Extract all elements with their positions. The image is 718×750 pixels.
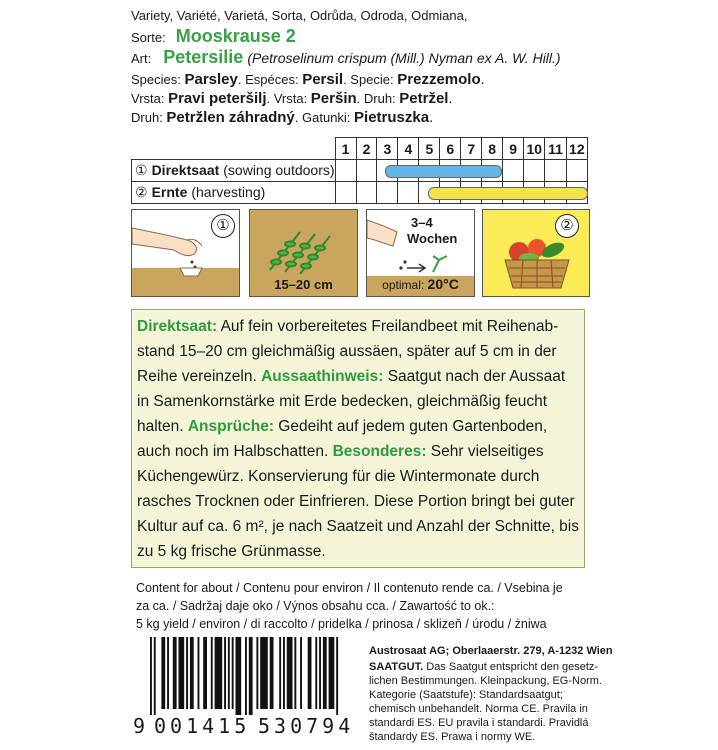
barcode-bar: [300, 637, 302, 709]
step-2-badge: ②: [555, 214, 579, 238]
month-header: 3: [377, 138, 398, 160]
art-label: Art:: [131, 51, 152, 66]
species-part: . Vrsta:: [266, 91, 311, 106]
barcode-group-2: 530794: [258, 714, 355, 738]
weeks-number: 3–4: [411, 215, 433, 230]
species-line-3: [131, 109, 433, 127]
panel-harvest: [482, 209, 590, 297]
month-header: 12: [566, 138, 587, 160]
barcode-bar: [279, 637, 281, 709]
species-part: Species:: [131, 72, 185, 87]
sorte-line: [131, 27, 296, 47]
species-part: . Specie:: [343, 72, 398, 87]
month-cell: [356, 182, 377, 204]
variety-line: Variety, Variété, Varietá, Sorta, Odrůda, Odroda, Odmiana,: [131, 8, 468, 23]
content-line-2: za ca. / Sadržaj daje oko / Výnos obsahu cca. / Zawartość to ok.:: [136, 599, 495, 613]
barcode-bar: [154, 637, 156, 715]
art-line: [131, 48, 561, 68]
barcode-bar: [270, 637, 274, 709]
month-header: 4: [398, 138, 419, 160]
saatgut-label: SAATGUT.: [369, 661, 424, 673]
instruction-heading: Ansprüche:: [187, 418, 274, 435]
barcode-bar: [186, 637, 188, 709]
barcode-bar: [236, 637, 242, 715]
content-line-1: Content for about / Contenu pour environ / Il contenuto rende ca. / Vsebina je: [136, 581, 563, 595]
barcode-image: [150, 637, 360, 717]
barcode-bar: [203, 637, 207, 709]
step-1-badge: ①: [211, 214, 235, 238]
row-note: (harvesting): [191, 184, 266, 200]
barcode-bar: [198, 637, 200, 709]
barcode-bar: [224, 637, 226, 709]
species-part: Persil: [302, 71, 344, 88]
barcode-first-digit: 9: [133, 714, 150, 738]
row-number: ①: [135, 162, 148, 178]
month-header: 9: [503, 138, 524, 160]
calendar-corner: [132, 138, 336, 160]
art-value: Petersilie: [163, 47, 244, 67]
species-part: Petržel: [399, 90, 449, 107]
barcode-bar: [190, 637, 194, 709]
species-part: Parsley: [184, 71, 238, 88]
species-part: . Druh:: [356, 91, 400, 106]
month-cell: [398, 182, 419, 204]
barcode-bar: [173, 637, 177, 709]
instruction-heading: Direktsaat:: [137, 318, 218, 335]
barcode-bar: [315, 637, 317, 709]
species-part: . Espéces:: [237, 72, 303, 87]
row-note: (sowing outdoors): [223, 162, 335, 178]
legal-line-3: Kategorie (Saatstufe): Standardsaatgut;: [369, 689, 563, 701]
temperature-value: 20°C: [427, 276, 459, 292]
month-cell: [335, 182, 356, 204]
barcode-bar: [294, 637, 296, 709]
month-cell: [356, 160, 377, 182]
optimal-temp: [367, 276, 474, 292]
barcode-bar: [249, 637, 253, 715]
month-cell: [335, 160, 356, 182]
row-title: Direktsaat: [151, 162, 220, 178]
month-cell: [503, 160, 524, 182]
barcode-bar: [245, 637, 247, 715]
calendar-header-row: [132, 138, 588, 160]
barcode-group-1: 001415: [154, 714, 251, 738]
species-part: .: [480, 72, 485, 88]
month-cell: [524, 160, 545, 182]
month-header: 2: [356, 138, 377, 160]
instruction-text: Saatgut nach der Aussaat in Samenkornstärke mit Erde bedecken, gleichmäßig feucht halten.: [137, 368, 566, 435]
barcode-bar: [215, 637, 223, 709]
barcode-bar: [179, 637, 185, 709]
species-part: Peršin: [310, 90, 357, 107]
instruction-text: Sehr vielseitiges Küchengewürz. Konservierung für die Wintermonate durch rasches Trocknen oder Einfrieren. Diese Portion bringt bei guter Kultur auf ca. 6 m², je nach Saatzeit und Anzahl der Schnitte, bis zu 5 kg frische Grünmasse.: [137, 443, 579, 560]
legal-line-5: standardi ES. EU pravila i standardi. Pravidlá: [369, 717, 589, 729]
barcode-bar: [150, 637, 152, 715]
month-cell: [566, 160, 587, 182]
panel-sowing-hand: [131, 209, 240, 297]
species-part: Pietruszka: [354, 109, 430, 126]
barcode-bar: [167, 637, 169, 709]
barcode-bar: [260, 637, 268, 709]
species-line-1: [131, 71, 485, 89]
barcode-bar: [329, 637, 335, 709]
calendar-row: [132, 160, 588, 182]
barcode-bar: [256, 637, 258, 709]
barcode-bar: [308, 637, 312, 709]
calendar-row-label: [132, 160, 336, 182]
barcode-bar: [287, 637, 293, 709]
panel-row-spacing: [249, 209, 358, 297]
art-latin: (Petroselinum crispum (Mill.) Nyman ex A. W. Hill.): [247, 50, 561, 66]
month-header: 5: [419, 138, 440, 160]
month-cell: [377, 182, 398, 204]
sorte-value: Mooskrause 2: [175, 26, 296, 46]
species-part: Pravi peteršilj: [168, 90, 267, 107]
legal-line-1: [369, 660, 598, 674]
species-part: Petržlen záhradný: [166, 109, 295, 126]
month-header: 10: [524, 138, 545, 160]
sorte-label: Sorte:: [131, 30, 166, 45]
barcode-bar: [211, 637, 213, 709]
instruction-heading: Besonderes:: [332, 443, 427, 460]
barcode-bar: [319, 637, 321, 709]
optimal-label: optimal:: [382, 278, 425, 292]
species-part: .: [429, 110, 434, 126]
period-bar: [428, 187, 588, 200]
barcode-bar: [161, 637, 165, 709]
barcode-bar: [228, 637, 230, 709]
month-cell: [545, 160, 566, 182]
weeks-word: Wochen: [407, 231, 458, 246]
instruction-heading: Aussaathinweis:: [261, 368, 384, 385]
instruction-text: Auf fein vorbereitetes Freilandbeet mit Reihenabstand 15–20 cm gleichmäßig aussäen, später auf 5 cm in der Reihe vereinzeln.: [137, 318, 559, 385]
barcode-bar: [323, 637, 327, 709]
row-title: Ernte: [151, 184, 188, 200]
company-address: Austrosaat AG; Oberlaaerstr. 279, A-1232 Wien: [369, 645, 613, 657]
instruction-text: Gedeiht auf jedem guten Gartenboden, auch noch im Halbschatten.: [137, 418, 548, 460]
month-header: 6: [440, 138, 461, 160]
legal-line-4: chemisch unbehandelt. Norma CE. Pravila in: [369, 703, 588, 715]
panel-germination: [366, 209, 475, 297]
barcode-bar: [336, 637, 338, 715]
month-header: 1: [335, 138, 356, 160]
legal-text-1: Das Saatgut entspricht den gesetz-: [426, 661, 599, 673]
cultivation-instructions: [131, 309, 585, 568]
month-header: 8: [482, 138, 503, 160]
period-bar: [385, 165, 502, 178]
row-spacing-label: 15–20 cm: [274, 277, 333, 292]
species-line-2: [131, 90, 453, 108]
content-line-3: 5 kg yield / environ / di raccolto / pridelka / prinosa / sklizeň / úrodu / żniwa: [136, 617, 547, 631]
species-part: Druh:: [131, 110, 167, 125]
species-part: . Gatunki:: [294, 110, 355, 125]
species-part: Prezzemolo: [397, 71, 481, 88]
month-header: 11: [545, 138, 566, 160]
species-part: .: [448, 91, 453, 107]
row-number: ②: [135, 184, 148, 200]
legal-line-2: lichen Bestimmungen. Kleinpackung, EG-Norm.: [369, 675, 602, 687]
legal-line-6: štandardy ES. Prawa i normy WE.: [369, 731, 536, 743]
species-part: Vrsta:: [131, 91, 169, 106]
month-header: 7: [461, 138, 482, 160]
barcode-bar: [283, 637, 285, 709]
barcode-bar: [232, 637, 234, 709]
calendar-row-label: [132, 182, 336, 204]
